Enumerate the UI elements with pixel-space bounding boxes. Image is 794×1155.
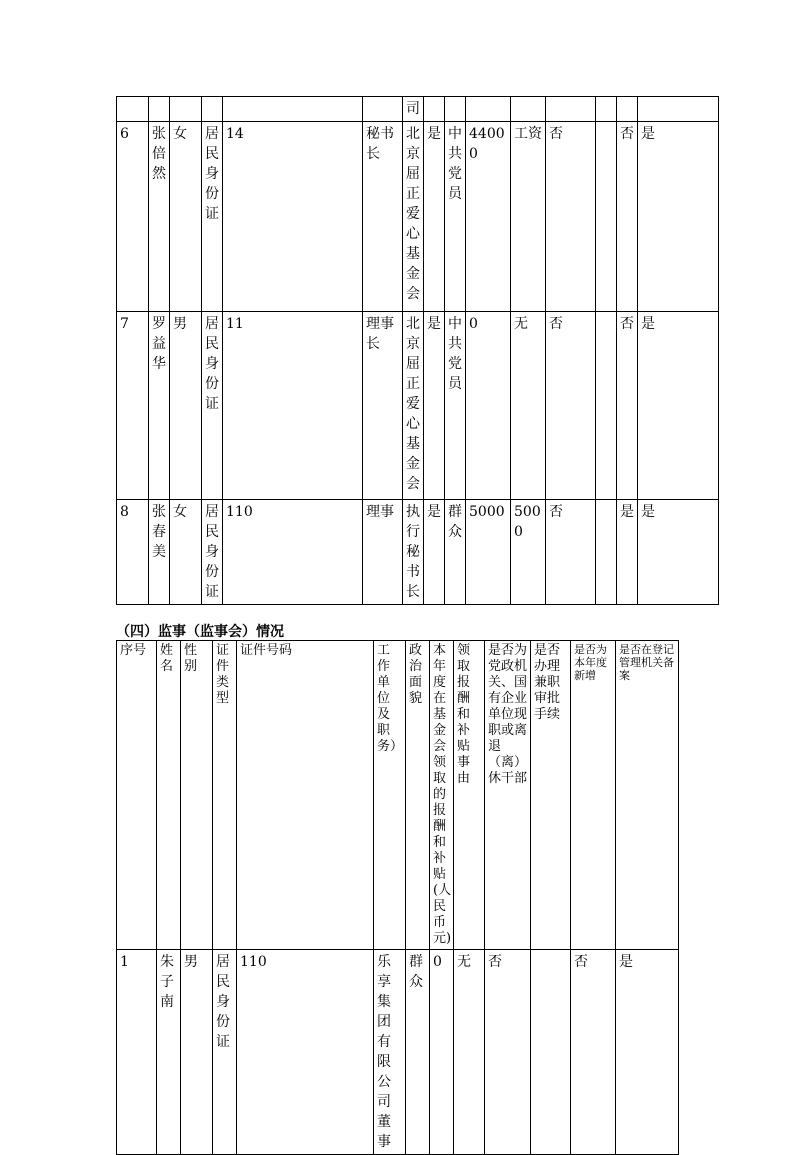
table-row bbox=[117, 97, 719, 122]
header-new: 是否为本年度新增 bbox=[571, 641, 616, 950]
table-row bbox=[117, 500, 719, 605]
cell-filed: 是 bbox=[638, 122, 719, 312]
cell-id-type: 居民身份证 bbox=[202, 312, 223, 500]
cell-work: 执行秘书长 bbox=[403, 500, 424, 605]
cell-approval bbox=[596, 97, 617, 122]
cell-id-type bbox=[202, 97, 223, 122]
cell-party: 中共党员 bbox=[445, 312, 466, 500]
cell-party: 群众 bbox=[445, 500, 466, 605]
cell-new: 否 bbox=[617, 122, 638, 312]
cell-gov: 否 bbox=[485, 950, 531, 1155]
cell-approval bbox=[596, 122, 617, 312]
table-row bbox=[117, 312, 719, 500]
cell-gender bbox=[170, 97, 202, 122]
cell-reason: 无 bbox=[454, 950, 485, 1155]
cell-full-time: 是 bbox=[424, 312, 445, 500]
cell-id-type: 居民身份证 bbox=[202, 500, 223, 605]
cell-name: 张春美 bbox=[149, 500, 170, 605]
header-name: 姓名 bbox=[157, 641, 181, 950]
header-id-type: 证件类型 bbox=[213, 641, 237, 950]
header-gender: 性别 bbox=[181, 641, 213, 950]
cell-approval bbox=[531, 950, 571, 1155]
cell-work: 司 bbox=[403, 97, 424, 122]
cell-id-no: 110 bbox=[237, 950, 374, 1155]
cell-new bbox=[617, 97, 638, 122]
cell-no: 8 bbox=[117, 500, 149, 605]
cell-name: 罗益华 bbox=[149, 312, 170, 500]
cell-filed: 是 bbox=[638, 312, 719, 500]
cell-position bbox=[363, 97, 403, 122]
cell-name: 朱子南 bbox=[157, 950, 181, 1155]
cell-position: 秘书长 bbox=[363, 122, 403, 312]
cell-party: 中共党员 bbox=[445, 122, 466, 312]
cell-work: 乐享集团有限公司董事 bbox=[374, 950, 406, 1155]
cell-filed bbox=[638, 97, 719, 122]
cell-gender: 女 bbox=[170, 122, 202, 312]
cell-name: 张倍然 bbox=[149, 122, 170, 312]
cell-reason: 无 bbox=[511, 312, 546, 500]
cell-position: 理事长 bbox=[363, 312, 403, 500]
cell-reason: 5000 bbox=[511, 500, 546, 605]
cell-id-no: 110 bbox=[223, 500, 363, 605]
cell-paid: 0 bbox=[466, 312, 511, 500]
cell-approval bbox=[596, 312, 617, 500]
cell-paid: 5000 bbox=[466, 500, 511, 605]
cell-gender: 女 bbox=[170, 500, 202, 605]
table-row bbox=[117, 122, 719, 312]
cell-reason bbox=[511, 97, 546, 122]
cell-no: 1 bbox=[117, 950, 157, 1155]
cell-paid bbox=[466, 97, 511, 122]
cell-gov: 否 bbox=[546, 500, 596, 605]
cell-id-type: 居民身份证 bbox=[202, 122, 223, 312]
cell-id-type: 居民身份证 bbox=[213, 950, 237, 1155]
cell-full-time: 是 bbox=[424, 122, 445, 312]
header-approval: 是否办理兼职审批手续 bbox=[531, 641, 571, 950]
cell-position: 理事 bbox=[363, 500, 403, 605]
cell-no bbox=[117, 97, 149, 122]
cell-gov bbox=[546, 97, 596, 122]
cell-gender: 男 bbox=[170, 312, 202, 500]
header-no: 序号 bbox=[117, 641, 157, 950]
cell-name bbox=[149, 97, 170, 122]
cell-no: 6 bbox=[117, 122, 149, 312]
supervisors-table bbox=[116, 640, 679, 1155]
cell-paid: 44000 bbox=[466, 122, 511, 312]
cell-gender: 男 bbox=[181, 950, 213, 1155]
header-reason: 领取报酬和补贴事由 bbox=[454, 641, 485, 950]
cell-full-time: 是 bbox=[424, 500, 445, 605]
cell-id-no: 11 bbox=[223, 312, 363, 500]
cell-new: 否 bbox=[571, 950, 616, 1155]
cell-filed: 是 bbox=[638, 500, 719, 605]
table-header-row bbox=[117, 641, 679, 950]
cell-paid: 0 bbox=[430, 950, 454, 1155]
cell-gov: 否 bbox=[546, 312, 596, 500]
cell-party: 群众 bbox=[406, 950, 430, 1155]
cell-no: 7 bbox=[117, 312, 149, 500]
cell-full-time bbox=[424, 97, 445, 122]
header-party: 政治面貌 bbox=[406, 641, 430, 950]
cell-approval bbox=[596, 500, 617, 605]
cell-gov: 否 bbox=[546, 122, 596, 312]
header-gov: 是否为党政机关、国有企业单位现职或离退（离）休干部 bbox=[485, 641, 531, 950]
cell-party bbox=[445, 97, 466, 122]
directors-table-continued bbox=[116, 96, 719, 605]
cell-new: 是 bbox=[617, 500, 638, 605]
header-id-no: 证件号码 bbox=[237, 641, 374, 950]
cell-work: 北京屈正爱心基金会 bbox=[403, 122, 424, 312]
cell-new: 否 bbox=[617, 312, 638, 500]
table-row bbox=[117, 950, 679, 1155]
cell-id-no bbox=[223, 97, 363, 122]
header-filed: 是否在登记管理机关备案 bbox=[616, 641, 679, 950]
cell-id-no: 14 bbox=[223, 122, 363, 312]
cell-reason: 工资 bbox=[511, 122, 546, 312]
section-title: （四）监事（监事会）情况 bbox=[116, 624, 284, 640]
cell-work: 北京屈正爱心基金会 bbox=[403, 312, 424, 500]
header-work: 工作单位及职务） bbox=[374, 641, 406, 950]
cell-filed: 是 bbox=[616, 950, 679, 1155]
header-paid: 本年度在基金会领取的报酬和补贴(人民币元) bbox=[430, 641, 454, 950]
